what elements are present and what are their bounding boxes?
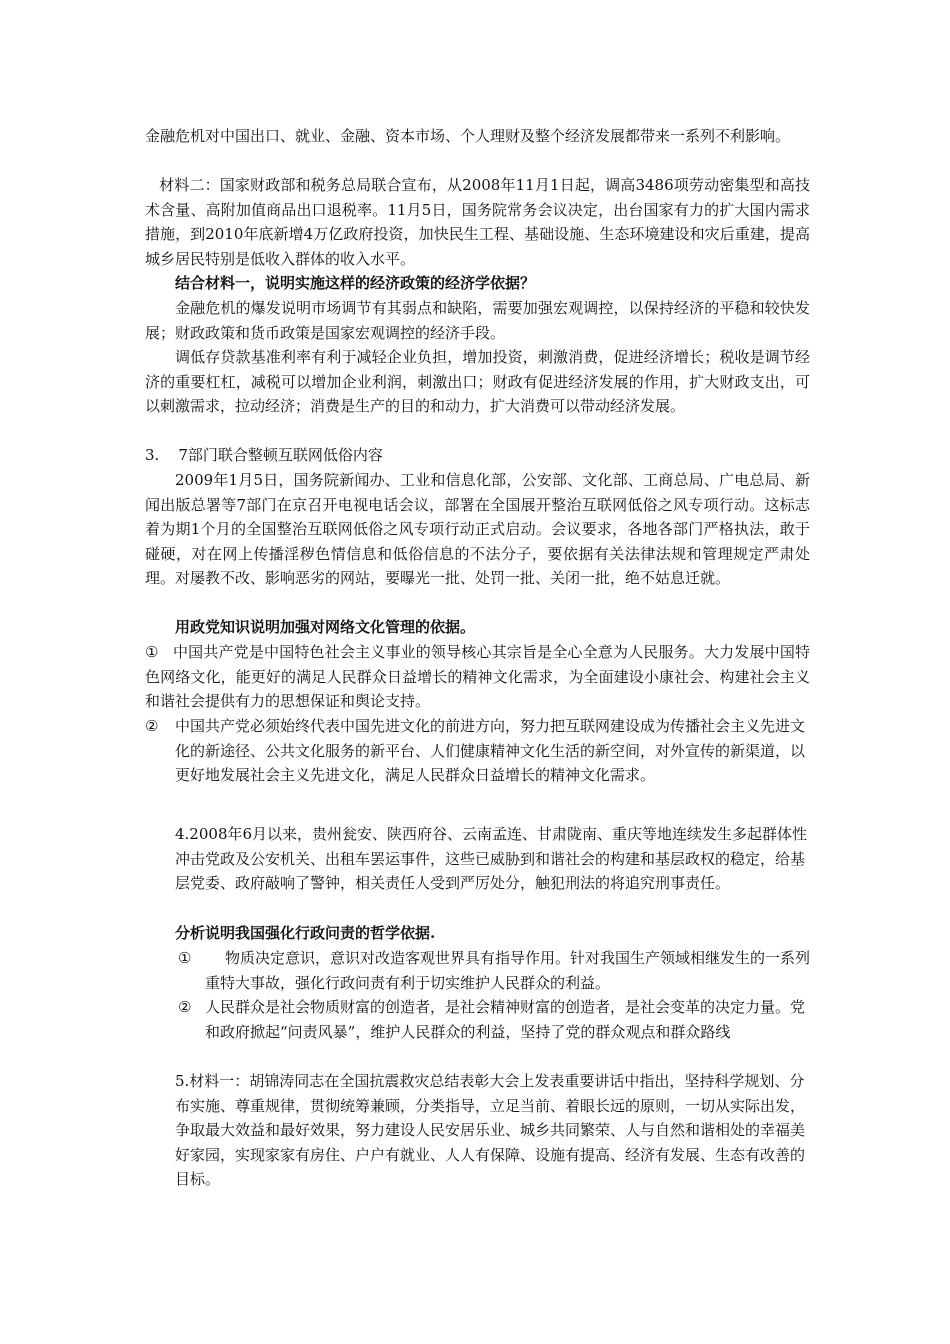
- answer-tax-finance: 调低存贷款基准利率有利于减轻企业负担，增加投资，刺激消费，促进经济增长；税收是调节经济的重要杠杠，减税可以增加企业利润，刺激出口；财政有促进经济发展的作用，扩大财政支出，可以刺激需求，拉动经济；消费是生产的目的和动力，扩大消费可以带动经济发展。: [145, 348, 810, 415]
- paragraph-internet-rectification: 2009年1月5日，国务院新闻办、工业和信息化部，公安部、文化部、工商总局、广电总局、新闻出版总署等7部门在京召开电视电话会议，部署在全国展开整治互联网低俗之风专项行动。这标志着为期1个月的全国整治互联网低俗之风专项行动正式启动。会议要求，各地各部门严格执法，敢于碰硬，对在网上传播淫秽色情信息和低俗信息的不法分子，要依据有关法律法规和管理规定严肃处理。对屡教不改、影响恶劣的网站，要曝光一批、处罚一批、关闭一批，绝不姑息迁就。: [145, 471, 810, 587]
- item-matter-consciousness: 物质决定意识，意识对改造客观世界具有指导作用。针对我国生产领域相继发生的一系列重特大事故，强化行政问责有利于切实维护人民群众的利益。: [205, 949, 811, 992]
- paragraph-material-two: [145, 173, 810, 271]
- question-philosophy: 分析说明我国强化行政问责的哲学依据.: [175, 924, 436, 942]
- question-party-knowledge: 用政党知识说明加强对网络文化管理的依据。: [175, 618, 476, 636]
- material-two-text: 材料二：国家财政部和税务总局联合宣布，从2008年11月1日起，调高3486项劳动密集型和高技术含量、高附加值商品出口退税率。11月5日，国务院常务会议决定，出台国家有力的扩大国内需求措施，到2010年底新增4万亿政府投资，加快民生工程、基础设施、生态环境建设和灾后重建，提高城乡居民特别是低收入群体的收入水平。: [145, 176, 810, 268]
- item-number-one: ①: [145, 643, 159, 661]
- paragraph-mass-incidents: 4.2008年6月以来，贵州瓮安、陕西府谷、云南孟连、甘肃陇南、重庆等地连续发生多起群体性冲击党政及公安机关、出租车罢运事件，这些已威胁到和谐社会的构建和基层政权的稳定，给基层党委、政府敲响了警钟，相关责任人受到严厉处分，触犯刑法的将追究刑事责任。: [175, 825, 808, 892]
- item-party-core: 中国共产党是中国特色社会主义事业的领导核心其宗旨是全心全意为人民服务。大力发展中国特色网络文化，能更好的满足人民群众日益增长的精神文化需求，为全面建设小康社会、构建社会主义和谐社会提供有力的思想保证和舆论支持。: [145, 643, 810, 710]
- paragraph-impact: 金融危机对中国出口、就业、金融、资本市场、个人理财及整个经济发展都带来一系列不利影响。: [145, 127, 791, 145]
- item-people-masses: 人民群众是社会物质财富的创造者，是社会精神财富的创造者，是社会变革的决定力量。党和政府掀起“问责风暴”，维护人民群众的利益，坚持了党的群众观点和群众路线: [205, 998, 806, 1041]
- item-number-four: ②: [178, 998, 192, 1016]
- item-number-two: ②: [145, 717, 159, 735]
- section-three-heading: 3. 7部门联合整顿互联网低俗内容: [145, 446, 383, 464]
- item-advanced-culture: 中国共产党必须始终代表中国先进文化的前进方向，努力把互联网建设成为传播社会主义先进文化的新途径、公共文化服务的新平台、人们健康精神文化生活的新空间，对外宣传的新渠道，以更好地发展社会主义先进文化，满足人民群众日益增长的精神文化需求。: [175, 717, 806, 784]
- question-economics: 结合材料一，说明实施这样的经济政策的经济学依据？: [175, 274, 536, 292]
- answer-macro-control: 金融危机的爆发说明市场调节有其弱点和缺陷，需要加强宏观调控，以保持经济的平稳和较快发展；财政政策和货币政策是国家宏观调控的经济手段。: [145, 299, 810, 342]
- paragraph-material-one-hu: 5.材料一：胡锦涛同志在全国抗震救灾总结表彰大会上发表重要讲话中指出，坚持科学规划、分布实施、尊重规律，贯彻统筹兼顾，分类指导，立足当前、着眼长远的原则，一切从实际出发，争取最大效益和最好效果，努力建设人民安居乐业、城乡共同繁荣、人与自然和谐相处的幸福美好家园，实现家家有房住、户户有就业、人人有保障、设施有提高、经济有发展、生态有改善的目标。: [175, 1072, 806, 1188]
- item-number-three: ①: [178, 949, 192, 967]
